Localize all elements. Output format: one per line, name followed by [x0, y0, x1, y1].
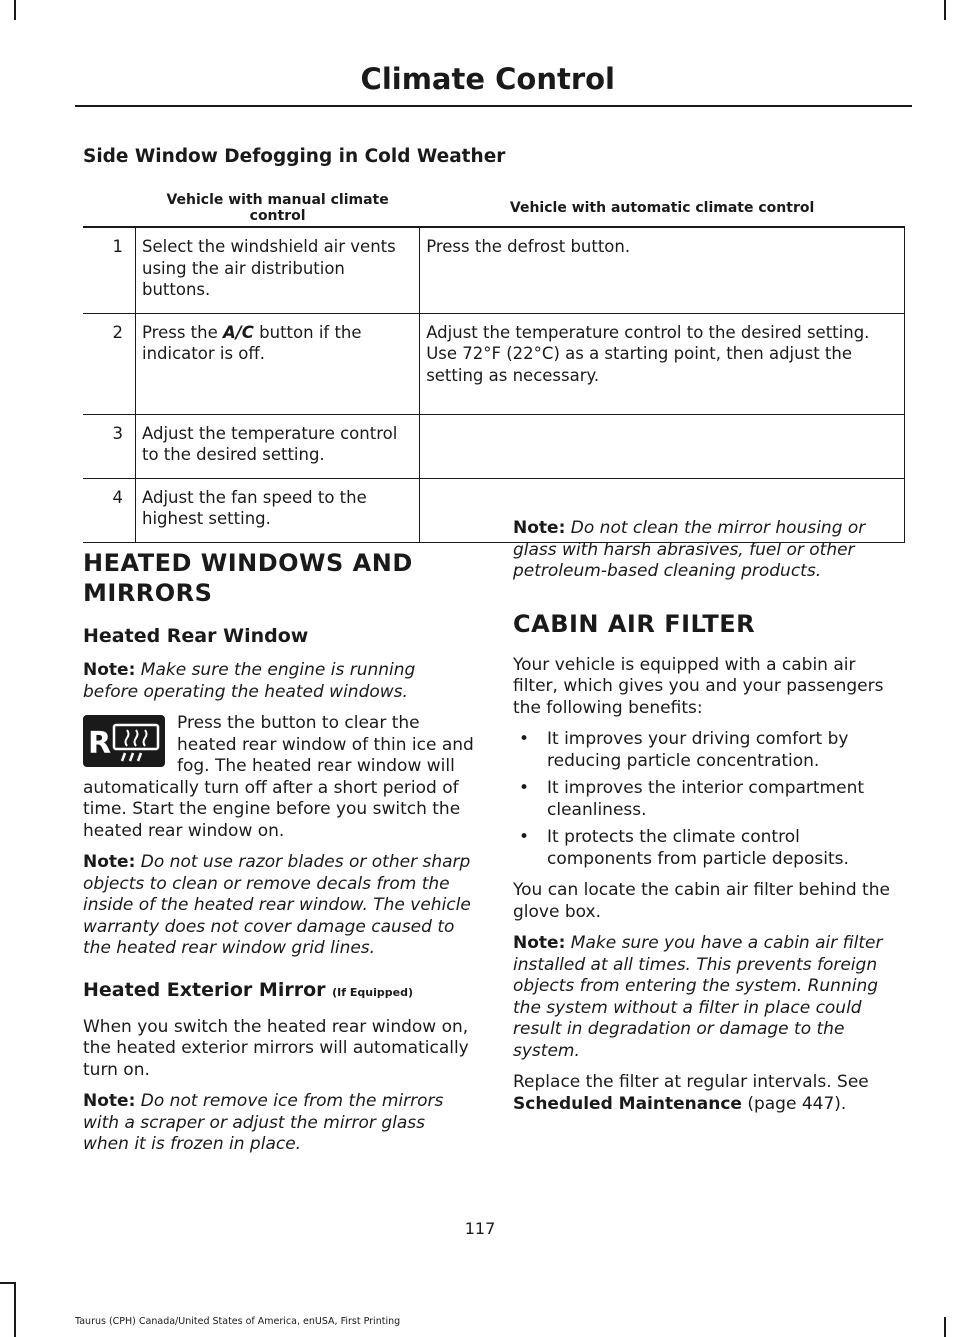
heated-title-line1: HEATED WINDOWS AND: [83, 549, 413, 577]
defogging-table: [83, 190, 905, 543]
header-num: [83, 190, 136, 227]
if-equipped-label: (If Equipped): [332, 985, 413, 999]
note-scraper: [83, 1091, 475, 1156]
bullet: •: [519, 729, 530, 749]
bullet: •: [519, 778, 530, 798]
table-row: [83, 227, 905, 313]
benefits-list: [513, 729, 905, 870]
rear-window-text: Press the button to clear the heated rear window of thin ice and fog. The heated rear window will automatically turn off after a short period of time. Start the engine before you switch the heated rear window on.: [83, 713, 474, 841]
note-label: Note:: [513, 518, 566, 538]
auto-step: [420, 414, 905, 478]
benefit-text: It improves the interior compartment cleanliness.: [547, 778, 865, 820]
manual-step-post: button if the indicator is off.: [142, 322, 362, 363]
row-number: 2: [83, 313, 136, 414]
heated-title-line2: MIRRORS: [83, 579, 213, 607]
row-number: 3: [83, 414, 136, 478]
note-label: Note:: [83, 1091, 136, 1111]
note-razor-blades: [83, 852, 475, 960]
replace-post: (page 447).: [741, 1093, 847, 1114]
row-number: 1: [83, 227, 136, 313]
page-number: 117: [464, 1219, 496, 1238]
note-text: Do not clean the mirror housing or glass with harsh abrasives, fuel or other petroleum-based cleaning products.: [513, 518, 866, 581]
list-item: [513, 778, 905, 821]
benefit-text: It protects the climate control components from particle deposits.: [547, 827, 849, 869]
cabin-intro: Your vehicle is equipped with a cabin air filter, which gives you and your passengers the following benefits:: [513, 654, 884, 718]
note-text: Do not use razor blades or other sharp objects to clean or remove decals from the inside of the heated rear window. The vehicle warranty does not cover damage caused to the heated rear window grid lines.: [83, 852, 471, 958]
table-header-row: [83, 190, 905, 227]
note-label: Note:: [513, 933, 566, 953]
scheduled-maintenance-link[interactable]: Scheduled Maintenance: [513, 1093, 742, 1114]
mirror-heading: [83, 978, 475, 1005]
benefit-text: It improves your driving comfort by reducing particle concentration.: [547, 729, 849, 771]
cabin-filter-heading: CABIN AIR FILTER: [513, 609, 756, 638]
mirror-heading-text: Heated Exterior Mirror: [83, 978, 326, 1001]
manual-step: Adjust the temperature control to the desired setting.: [136, 414, 420, 478]
note-filter-installed: [513, 933, 905, 1062]
replace-paragraph: [513, 1072, 905, 1115]
mirror-paragraph: When you switch the heated rear window on, the heated exterior mirrors will automatically turn on.: [83, 1016, 469, 1080]
list-item: [513, 729, 905, 772]
manual-step-pre: Press the: [142, 322, 223, 342]
section-title: Climate Control: [360, 62, 615, 96]
rear-window-paragraph: [83, 713, 475, 842]
header-rule: [75, 105, 912, 107]
left-column: [83, 548, 475, 1166]
footer-text: Taurus (CPH) Canada/United States of America, enUSA, First Printing: [75, 1316, 401, 1327]
note-text: Make sure you have a cabin air filter installed at all times. This prevents foreign objects from entering the system. Running the system without a filter in place could result in degradation or damage to the system.: [513, 933, 883, 1061]
manual-step: [136, 313, 420, 414]
note-label: Note:: [83, 852, 136, 872]
crop-mark: [14, 0, 16, 20]
manual-step: Select the windshield air vents using the air distribution buttons.: [136, 227, 420, 313]
right-column: [513, 518, 905, 1125]
auto-step: Adjust the temperature control to the desired setting. Use 72°F (22°C) as a starting point, then adjust the setting as necessary.: [420, 313, 905, 414]
bullet: •: [519, 827, 530, 847]
crop-mark: [944, 1317, 946, 1337]
note-engine-running: [83, 660, 475, 703]
row-number: 4: [83, 478, 136, 542]
crop-mark: [0, 1282, 16, 1284]
note-text: Do not remove ice from the mirrors with a scraper or adjust the mirror glass when it is frozen in place.: [83, 1091, 444, 1154]
note-label: Note:: [83, 660, 136, 680]
crop-mark: [14, 1282, 16, 1337]
table-heading: Side Window Defogging in Cold Weather: [83, 146, 506, 167]
note-mirror-cleaning: [513, 518, 905, 583]
cabin-locate: You can locate the cabin air filter behind the glove box.: [513, 880, 890, 922]
note-text: Make sure the engine is running before operating the heated windows.: [83, 660, 416, 702]
header-auto: Vehicle with automatic climate control: [420, 190, 905, 227]
rear-defrost-icon-letter: R: [88, 726, 112, 761]
manual-step: Adjust the fan speed to the highest setting.: [136, 478, 420, 542]
heated-windows-heading: [83, 548, 475, 608]
table-row: [83, 313, 905, 414]
rear-window-heading: Heated Rear Window: [83, 625, 309, 647]
table-row: [83, 414, 905, 478]
ac-button-label: A/C: [223, 322, 254, 342]
replace-pre: Replace the filter at regular intervals. See: [513, 1072, 869, 1092]
crop-mark: [944, 0, 946, 20]
list-item: [513, 827, 905, 870]
rear-defrost-icon: [83, 715, 165, 767]
header-manual: Vehicle with manual climate control: [136, 190, 420, 227]
auto-step: Press the defrost button.: [420, 227, 905, 313]
